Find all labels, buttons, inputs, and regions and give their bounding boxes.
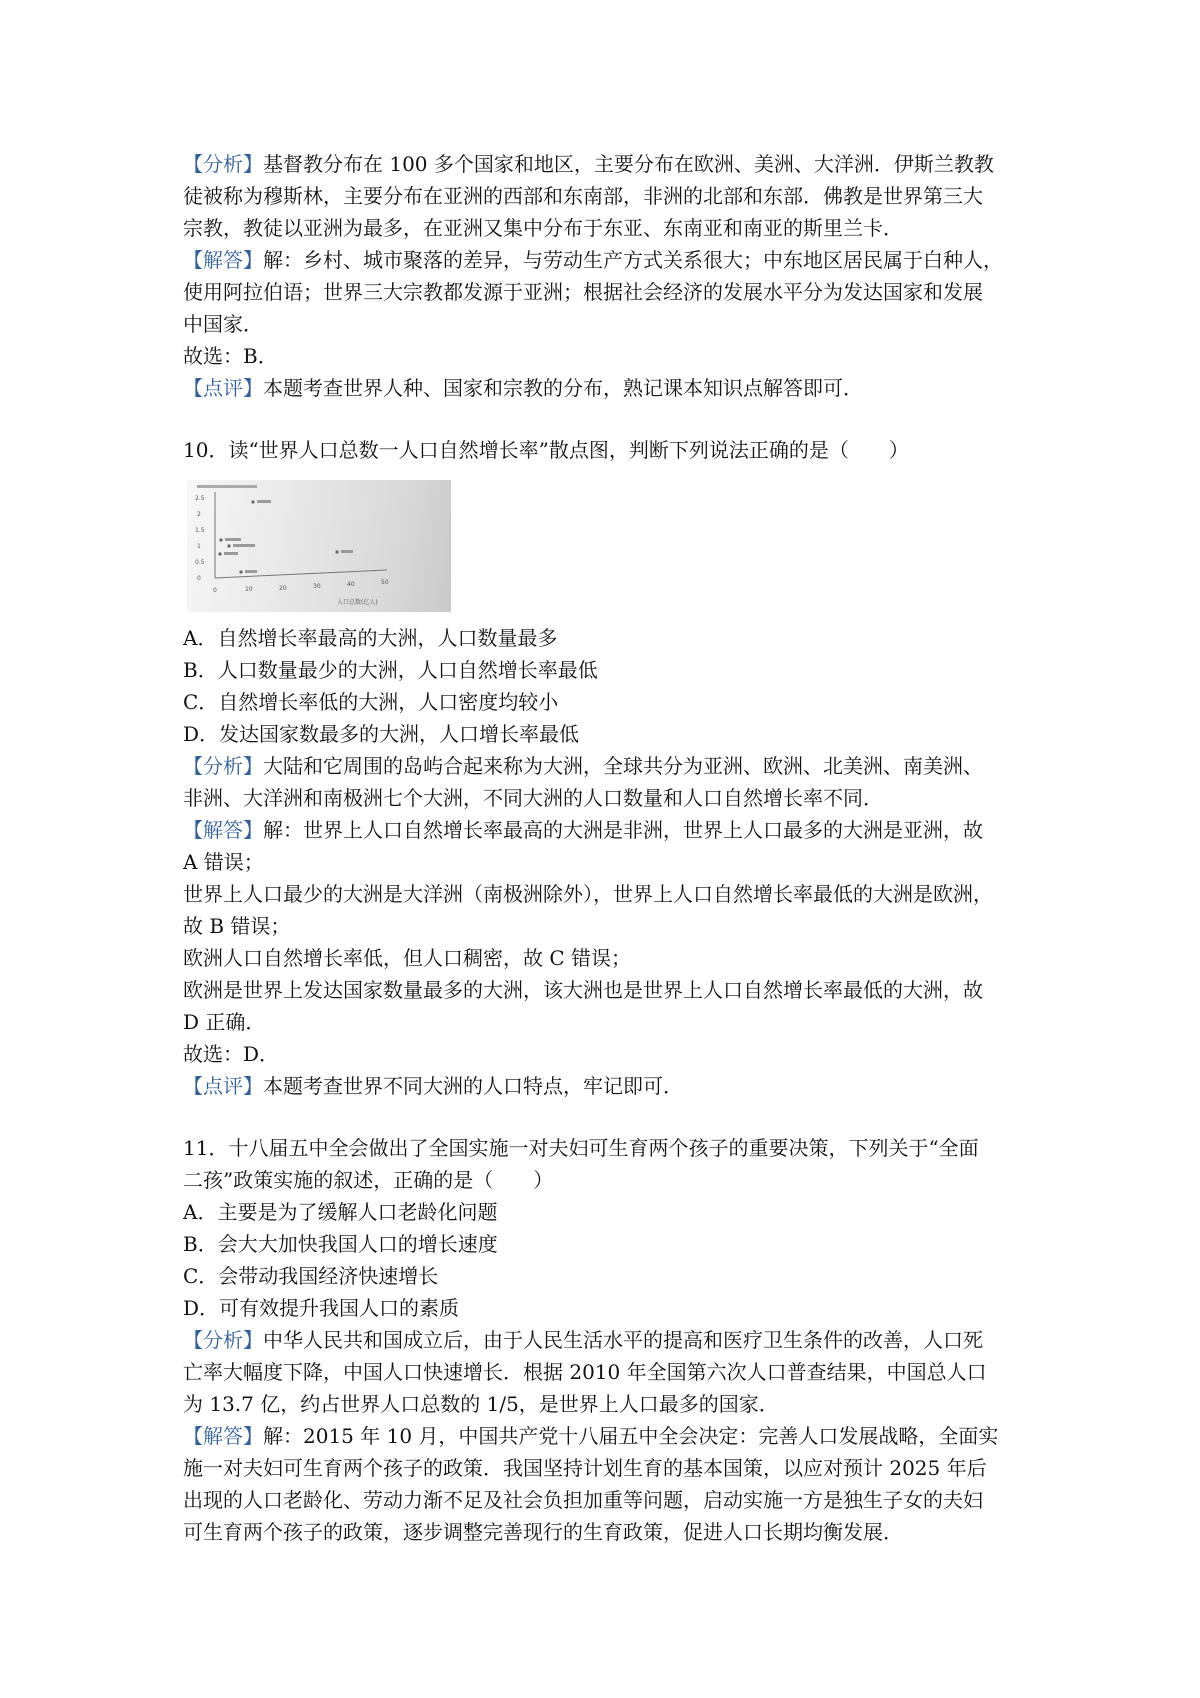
analysis-line: 徒被称为穆斯林，主要分布在亚洲的西部和东南部，非洲的北部和东部．佛教是世界第三大: [183, 184, 983, 208]
page-content: [183, 148, 1035, 1548]
x-tick-label: 10: [245, 586, 253, 593]
answer-line: 使用阿拉伯语；世界三大宗教都发源于亚洲；根据社会经济的发展水平分为发达国家和发展: [183, 280, 983, 304]
answer-line: 欧洲是世界上发达国家数量最多的大洲，该大洲也是世界上人口自然增长率最低的大洲，故: [183, 978, 983, 1002]
y-tick-label: 0: [197, 575, 201, 582]
comment-line: 【点评】本题考查世界人种、国家和宗教的分布，熟记课本知识点解答即可．: [183, 376, 863, 400]
analysis-line: 【分析】基督教分布在 100 多个国家和地区，主要分布在欧洲、美洲、大洋洲．伊斯兰教教: [183, 152, 994, 176]
option-c: C．自然增长率低的大洲，人口密度均较小: [183, 690, 559, 714]
answer-line: 【解答】解：乡村、城市聚落的差异，与劳动生产方式关系很大；中东地区居民属于白种人，: [183, 248, 1003, 272]
analysis-line: 亡率大幅度下降，中国人口快速增长．根据 2010 年全国第六次人口普查结果，中国总人口: [183, 1360, 987, 1384]
question-stem: 二孩”政策实施的叙述，正确的是（ ）: [183, 1168, 554, 1192]
point-label-blur: [245, 570, 257, 573]
answer-line: 可生育两个孩子的政策，逐步调整完善现行的生育政策，促进人口长期均衡发展．: [183, 1520, 903, 1544]
analysis-tag: 【分析】: [183, 754, 263, 778]
answer-line: 欧洲人口自然增长率低，但人口稠密，故 C 错误；: [183, 946, 632, 970]
answer-line: 中国家．: [183, 312, 263, 336]
option-d: D．发达国家数最多的大洲，人口增长率最低: [183, 722, 580, 746]
scatter-point: [251, 500, 254, 503]
answer-line: 【解答】解：2015 年 10 月，中国共产党十八届五中全会决定：完善人口发展战略，全面实: [183, 1424, 999, 1448]
option-d: D．可有效提升我国人口的素质: [183, 1296, 460, 1320]
x-tick-label: 0: [213, 587, 217, 594]
y-tick-label: 2.5: [195, 495, 205, 502]
analysis-tag: 【分析】: [183, 1328, 263, 1352]
analysis-line: 宗教，教徒以亚洲为最多，在亚洲又集中分布于东亚、东南亚和南亚的斯里兰卡．: [183, 216, 903, 240]
option-a: A．主要是为了缓解人口老龄化问题: [183, 1200, 498, 1224]
scatter-point: [218, 552, 221, 555]
answer-tag: 【解答】: [183, 248, 263, 272]
analysis-tag: 【分析】: [183, 152, 263, 176]
x-tick-label: 50: [381, 579, 389, 586]
y-tick-label: 0.5: [195, 559, 205, 566]
x-axis-label: 人口总数(亿人): [337, 599, 378, 606]
answer-line: 世界上人口最少的大洲是大洋洲（南极洲除外），世界上人口自然增长率最低的大洲是欧洲，: [183, 882, 993, 906]
scatter-point: [239, 570, 242, 573]
option-a: A．自然增长率最高的大洲，人口数量最多: [183, 626, 558, 650]
answer-tag: 【解答】: [183, 818, 263, 842]
point-label-blur: [257, 500, 271, 503]
x-tick-label: 20: [279, 585, 287, 592]
point-label-blur: [224, 552, 238, 555]
question-stem: 11．十八届五中全会做出了全国实施一对夫妇可生育两个孩子的重要决策，下列关于“全面: [183, 1136, 979, 1160]
analysis-line: 【分析】中华人民共和国成立后，由于人民生活水平的提高和医疗卫生条件的改善，人口死: [183, 1328, 983, 1352]
y-tick-label: 2: [197, 511, 201, 518]
y-tick-label: 1: [197, 543, 201, 550]
scatter-chart-image: [187, 480, 451, 612]
answer-tag: 【解答】: [183, 1424, 263, 1448]
point-label-blur: [341, 550, 353, 553]
question-stem: 10．读“世界人口总数一人口自然增长率”散点图，判断下列说法正确的是（ ）: [183, 438, 909, 462]
scatter-point: [227, 544, 230, 547]
answer-line: 故 B 错误；: [183, 914, 291, 938]
point-label-blur: [225, 538, 241, 541]
answer-line: D 正确．: [183, 1010, 266, 1034]
comment-tag: 【点评】: [183, 376, 263, 400]
x-tick-label: 40: [347, 581, 355, 588]
x-tick-label: 30: [313, 583, 321, 590]
scatter-chart-svg: [187, 480, 451, 612]
answer-line: A 错误；: [183, 850, 264, 874]
chart-title-blur: [197, 485, 257, 488]
analysis-line: 为 13.7 亿，约占世界人口总数的 1/5，是世界上人口最多的国家．: [183, 1392, 779, 1416]
option-b: B．人口数量最少的大洲，人口自然增长率最低: [183, 658, 598, 682]
scatter-point: [219, 538, 222, 541]
choice-line: 故选：B．: [183, 344, 278, 368]
y-tick-label: 1.5: [195, 527, 205, 534]
option-c: C．会带动我国经济快速增长: [183, 1264, 439, 1288]
answer-line: 施一对夫妇可生育两个孩子的政策．我国坚持计划生育的基本国策，以应对预计 2025 年后: [183, 1456, 987, 1480]
answer-line: 出现的人口老龄化、劳动力渐不足及社会负担加重等问题，启动实施一方是独生子女的夫妇: [183, 1488, 983, 1512]
analysis-line: 非洲、大洋洲和南极洲七个大洲，不同大洲的人口数量和人口自然增长率不同．: [183, 786, 883, 810]
analysis-line: 【分析】大陆和它周围的岛屿合起来称为大洲，全球共分为亚洲、欧洲、北美洲、南美洲、: [183, 754, 983, 778]
point-label-blur: [233, 544, 255, 547]
answer-line: 【解答】解：世界上人口自然增长率最高的大洲是非洲，世界上人口最多的大洲是亚洲，故: [183, 818, 983, 842]
choice-line: 故选：D．: [183, 1042, 280, 1066]
scatter-point: [335, 550, 338, 553]
option-b: B．会大大加快我国人口的增长速度: [183, 1232, 498, 1256]
comment-tag: 【点评】: [183, 1074, 263, 1098]
comment-line: 【点评】本题考查世界不同大洲的人口特点，牢记即可．: [183, 1074, 683, 1098]
